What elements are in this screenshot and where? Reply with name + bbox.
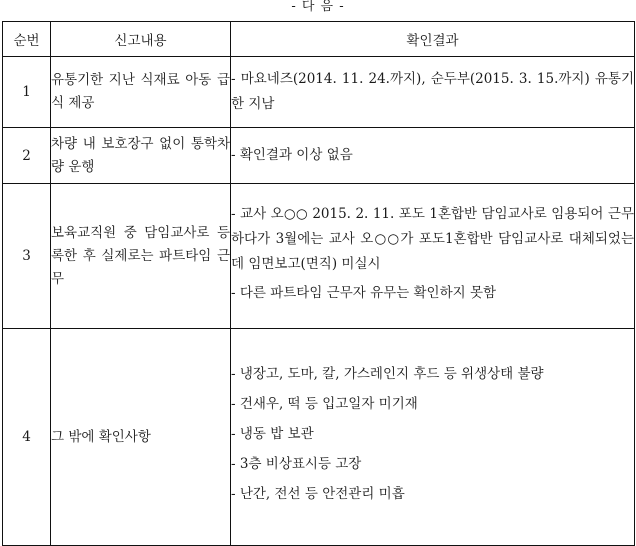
row-result bbox=[231, 329, 635, 546]
result-item: - 난간, 전선 등 안전관리 미흡 bbox=[231, 486, 405, 502]
row-report: 보육교직원 중 담임교사로 등록한 후 실제로는 파트타임 근무 bbox=[51, 184, 231, 329]
row-report: 차량 내 보호장구 없이 통학차량 운행 bbox=[51, 128, 231, 184]
result-item: - 다른 파트타임 근무자 유무는 확인하지 못함 bbox=[231, 285, 497, 301]
row-report: 유통기한 지난 식재료 아동 급식 제공 bbox=[51, 57, 231, 128]
table-row bbox=[3, 329, 635, 546]
row-seq: 3 bbox=[3, 184, 51, 329]
row-report: 그 밖에 확인사항 bbox=[51, 329, 231, 546]
table-row bbox=[3, 57, 635, 128]
table-row bbox=[3, 184, 635, 329]
row-seq: 1 bbox=[3, 57, 51, 128]
row-seq: 4 bbox=[3, 329, 51, 546]
result-item: - 건새우, 떡 등 입고일자 미기재 bbox=[231, 396, 418, 412]
heading: - 다 음 - bbox=[291, 0, 345, 14]
inspection-results-table bbox=[2, 21, 635, 546]
result-item: - 냉동 밥 보관 bbox=[231, 426, 314, 442]
result-item: - 교사 오○○ 2015. 2. 11. 포도 1혼합반 담임교사로 임용되어 근무하다가 3월에는 교사 오○○가 포도1혼합반 담임교사로 대체되었는데 임면보고(면직) 미실시 bbox=[231, 206, 634, 272]
result-item: - 3층 비상표시등 고장 bbox=[231, 456, 362, 472]
result-item: - 마요네즈(2014. 11. 24.까지), 순두부(2015. 3. 15.까지) 유통기한 지남 bbox=[231, 71, 634, 112]
row-result bbox=[231, 184, 635, 329]
header-seq: 순번 bbox=[3, 22, 51, 57]
header-result: 확인결과 bbox=[231, 22, 635, 57]
result-item: - 확인결과 이상 없음 bbox=[231, 147, 353, 163]
header-report: 신고내용 bbox=[51, 22, 231, 57]
row-result bbox=[231, 128, 635, 184]
row-result bbox=[231, 57, 635, 128]
row-seq: 2 bbox=[3, 128, 51, 184]
table-row bbox=[3, 128, 635, 184]
table-header-row bbox=[3, 22, 635, 57]
result-item: - 냉장고, 도마, 칼, 가스레인지 후드 등 위생상태 불량 bbox=[231, 366, 544, 382]
